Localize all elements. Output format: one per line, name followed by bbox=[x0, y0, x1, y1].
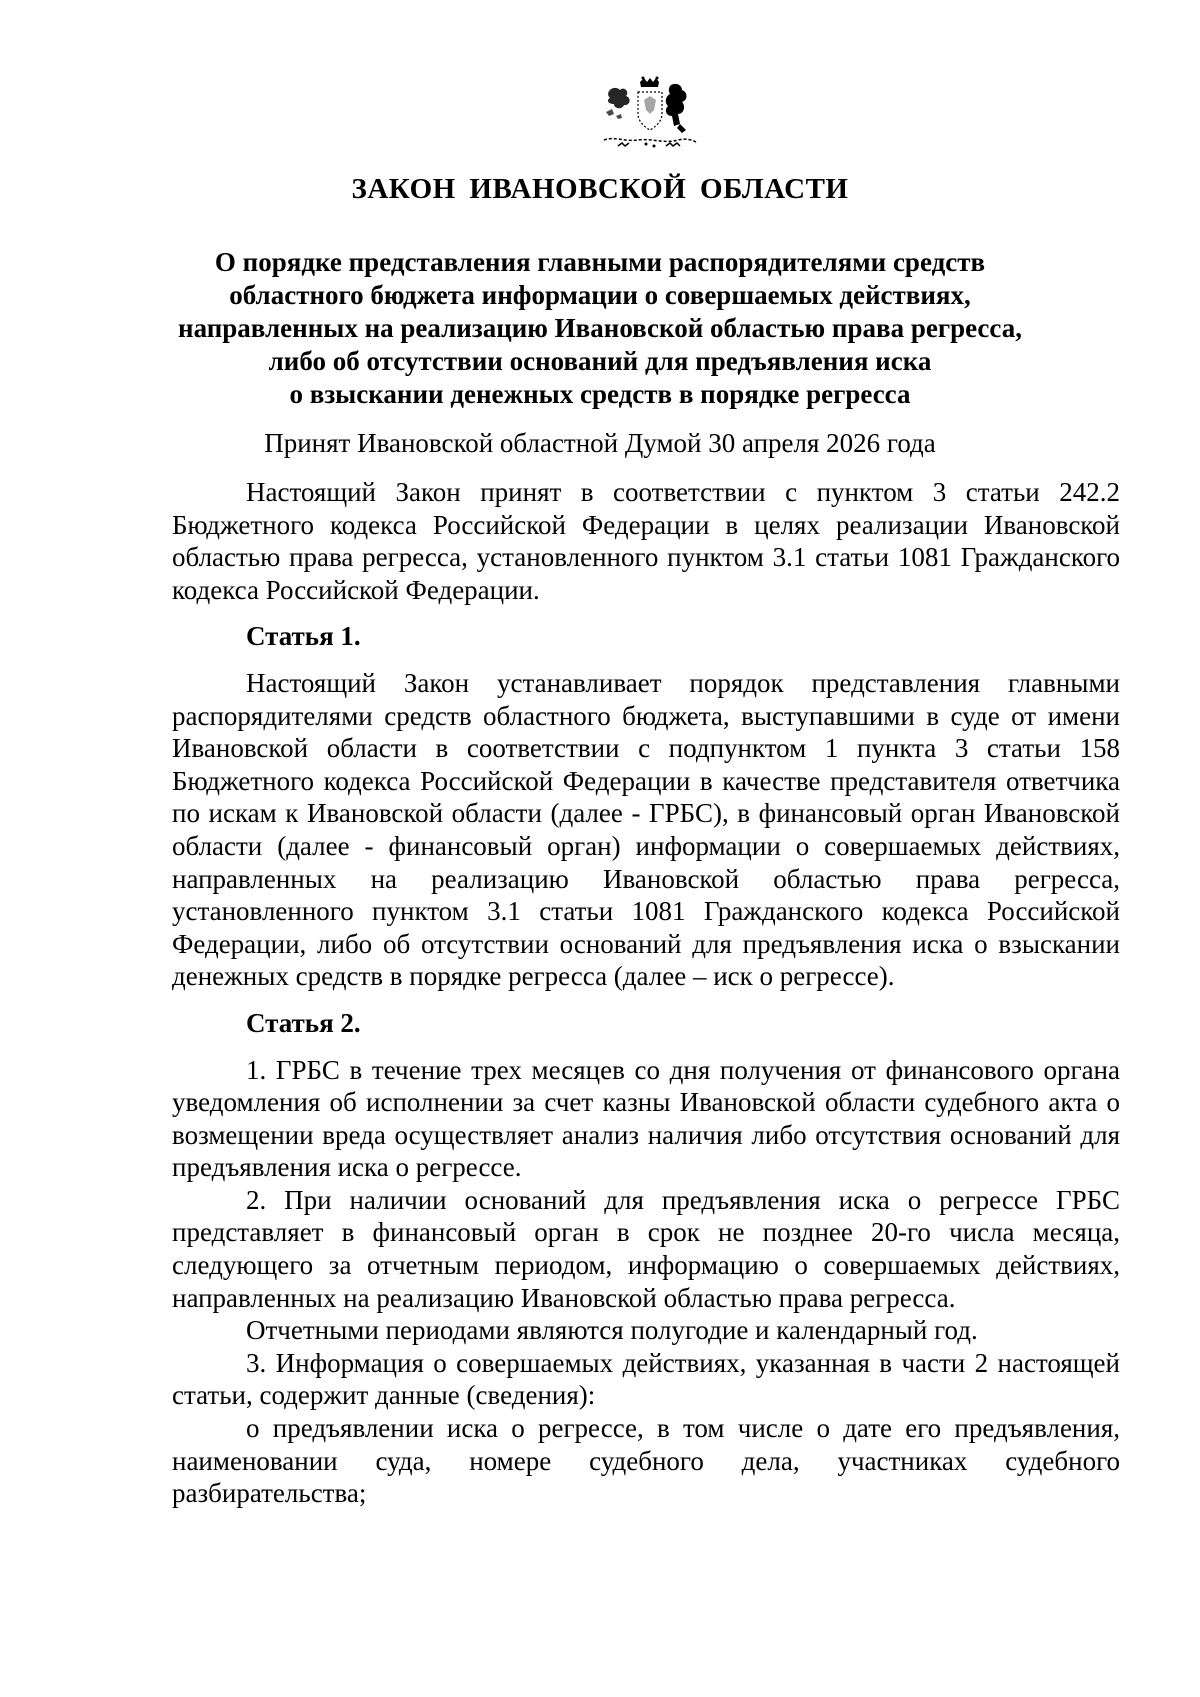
law-subject-line: направленных на реализацию Ивановской областью права регресса, bbox=[178, 313, 1022, 343]
adoption-line: Принят Ивановской областной Думой 30 апреля 2026 года bbox=[264, 428, 936, 458]
article-2-paragraph: 3. Информация о совершаемых действиях, указанная в части 2 настоящей статьи, содержит данные (сведения): bbox=[172, 1347, 1120, 1411]
law-subject-line: областного бюджета информации о совершаемых действиях, bbox=[229, 280, 971, 310]
law-subject-line: О порядке представления главными распорядителями средств bbox=[214, 247, 986, 277]
article-2-paragraph: 2. При наличии оснований для предъявления иска о регрессе ГРБС представляет в финансовый орган в срок не позднее 20-го числа месяца, следующего за отчетным периодом, информацию о совершаемых действиях, направленных на реализацию Ивановской областью права регресса. bbox=[172, 1184, 1120, 1313]
article-2-paragraph: о предъявлении иска о регрессе, в том числе о дате его предъявления, наименовании суда, номере судебного дела, участниках судебного разбирательства; bbox=[172, 1413, 1120, 1509]
law-subject-line: о взыскании денежных средств в порядке регресса bbox=[289, 379, 911, 409]
preamble-paragraph: Настоящий Закон принят в соответствии с пунктом 3 статьи 242.2 Бюджетного кодекса Российской Федерации в целях реализации Ивановской областью права регресса, установленного пунктом 3.1 статьи 1081 Гражданского кодекса Российской Федерации. bbox=[172, 477, 1120, 605]
article-2-heading: Статья 2. bbox=[246, 1007, 361, 1038]
law-title: ЗАКОН ИВАНОВСКОЙ ОБЛАСТИ bbox=[351, 173, 849, 205]
law-body bbox=[172, 476, 1120, 1510]
law-subject bbox=[150, 246, 1050, 411]
article-2-paragraph: 1. ГРБС в течение трех месяцев со дня получения от финансового органа уведомления об исполнении за счет казны Ивановской области судебного акта о возмещении вреда осуществляет анализ наличия либо отсутствия оснований для предъявления иска о регрессе. bbox=[172, 1054, 1120, 1183]
article-2-paragraph: Отчетными периодами являются полугодие и календарный год. bbox=[246, 1315, 978, 1346]
law-subject-line: либо об отсутствии оснований для предъявления иска bbox=[268, 346, 932, 376]
coat-of-arms-emblem bbox=[596, 76, 704, 154]
article-1-paragraph: Настоящий Закон устанавливает порядок представления главными распорядителями средств областного бюджета, выступавшими в суде от имени Ивановской области в соответствии с подпунктом 1 пункта 3 статьи 158 Бюджетного кодекса Российской Федерации в качестве представителя ответчика по искам к Ивановской области (далее - ГРБС), в финансовый орган Ивановской области (далее - финансовый орган) информации о совершаемых действиях, направленных на реализацию Ивановской областью права регресса, установленного пунктом 3.1 статьи 1081 Гражданского кодекса Российской Федерации, либо об отсутствии оснований для предъявления иска о взыскании денежных средств в порядке регресса (далее – иск о регрессе). bbox=[172, 667, 1120, 992]
article-1-heading: Статья 1. bbox=[246, 621, 361, 652]
